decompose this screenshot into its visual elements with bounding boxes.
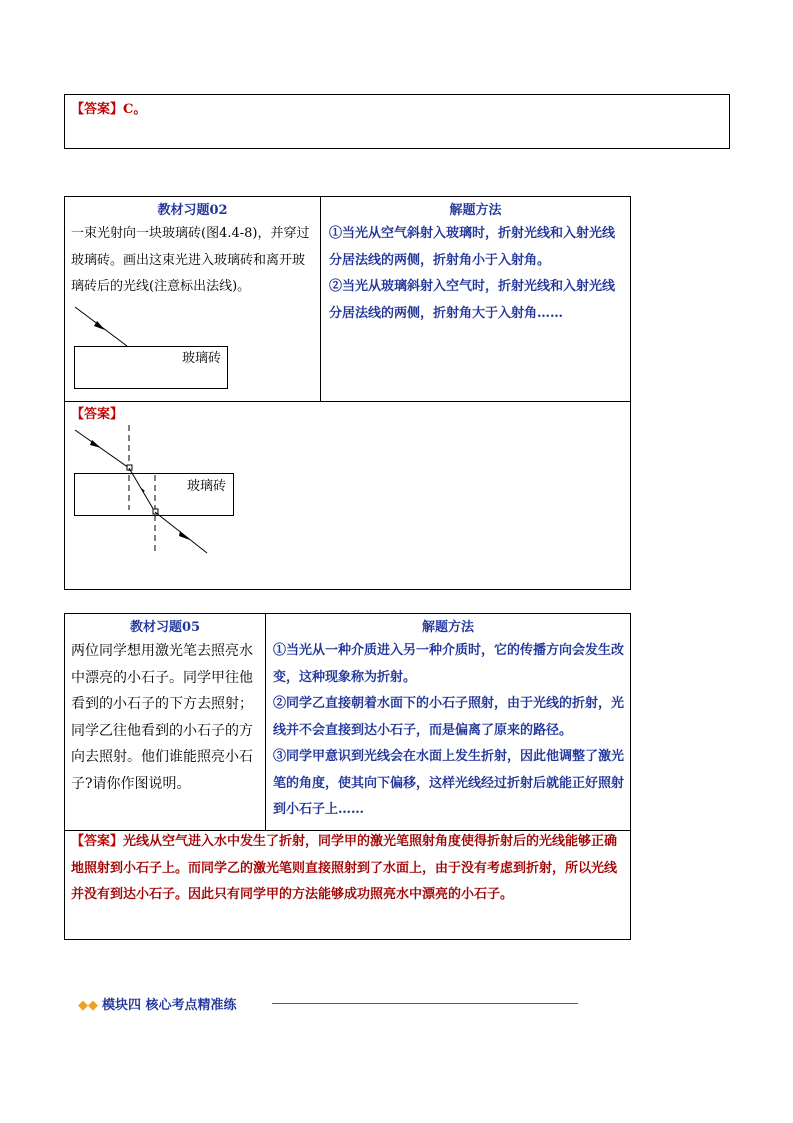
method-item: ①当光从空气斜射入玻璃时，折射光线和入射光线分居法线的两侧，折射角小于入射角。 [329, 226, 616, 268]
row-divider [65, 401, 630, 402]
method-item: ①当光从一种介质进入另一种介质时，它的传播方向会发生改变，这种现象称为折射。 [273, 643, 625, 685]
method-title: 解题方法 [449, 203, 502, 218]
method-list [273, 638, 627, 824]
answer-text: 光线从空气进入水中发生了折射，同学甲的激光笔照射角度使得折射后的光线能够正确地照射到小石子上。而同学乙的激光笔则直接照射到了水面上，由于没有考虑到折射，所以光线并没有到达小石子。因此只有同学甲的方法能够成功照亮水中漂亮的小石子。 [71, 834, 618, 902]
question-text: 两位同学想用激光笔去照亮水中漂亮的小石子。同学甲往他看到的小石子的下方去照射；同学乙往他看到的小石子的方向去照射。他们谁能照亮小石子?请你作图说明。 [71, 643, 253, 792]
answer-label: 【答案】 [71, 407, 124, 422]
answer-value: C。 [123, 102, 147, 117]
question-text: 一束光射向一块玻璃砖(图4.4-8)，并穿过玻璃砖。画出这束光进入玻璃砖和离开玻璃砖后的光线(注意标出法线)。 [71, 226, 310, 294]
glass-label: 玻璃砖 [182, 351, 222, 366]
exercise-title: 教材习题05 [129, 620, 201, 635]
exercise-02-table [64, 196, 631, 590]
column-divider [320, 197, 321, 402]
method-item: ②同学乙直接朝着水面下的小石子照射，由于光线的折射，光线并不会直接到达小石子，而是偏离了原来的路径。 [273, 696, 625, 738]
module-divider [272, 1003, 578, 1004]
module-title: 模块四 核心考点精准练 [102, 998, 237, 1013]
answer-label: 【答案】 [71, 834, 124, 849]
answer-box-1 [64, 94, 730, 149]
module-heading [78, 994, 237, 1013]
column-divider [265, 614, 266, 831]
exercise-05-table [64, 613, 631, 940]
answer-label: 【答案】 [71, 102, 124, 117]
method-list [329, 221, 626, 327]
glass-label: 玻璃砖 [187, 479, 227, 494]
double-diamond-icon: ◆◆ [78, 998, 98, 1013]
method-title: 解题方法 [421, 620, 474, 635]
answer-block [71, 829, 627, 909]
exercise-title: 教材习题02 [157, 203, 228, 218]
method-item: ③同学甲意识到光线会在水面上发生折射，因此他调整了激光笔的角度，使其向下偏移，这样光线经过折射后就能正好照射到小石子上…… [273, 749, 625, 817]
answer-line [71, 98, 146, 117]
method-item: ②当光从玻璃斜射入空气时，折射光线和入射光线分居法线的两侧，折射角大于入射角…… [329, 279, 616, 321]
